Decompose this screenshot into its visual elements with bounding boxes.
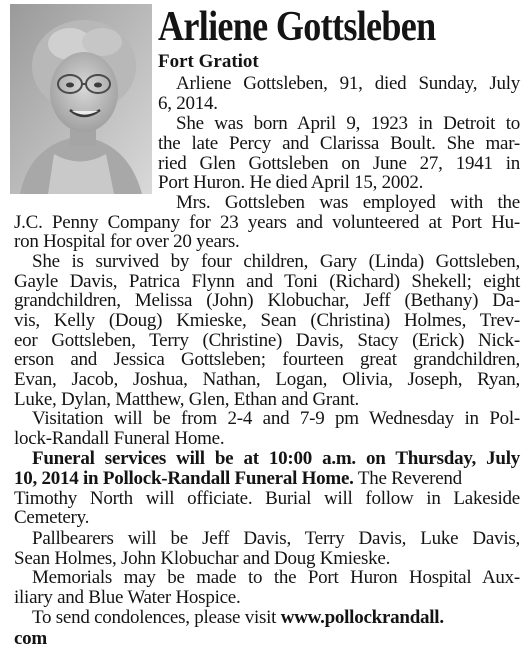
- body-line: lock-Randall Funeral Home.: [14, 427, 225, 449]
- body-line: Arliene Gottsleben, 91, died Sunday, July: [176, 73, 520, 94]
- body-line: She is survived by four children, Gary (Linda) Gottsleben,: [32, 250, 520, 272]
- body-line: J.C. Penny Company for 23 years and volunteered at Port Hu-: [14, 211, 520, 233]
- funeral-line: Timothy North will officiate. Burial will follow in Lakeside: [14, 487, 520, 509]
- funeral-line-bold-part: 10, 2014 in Pollock-Randall Funeral Home.: [14, 468, 354, 490]
- body-line: Evan, Jacob, Joshua, Nathan, Logan, Olivia, Joseph, Ryan,: [14, 368, 520, 390]
- obituary-name: Arliene Gottsleben: [158, 4, 436, 50]
- body-line: Luke, Dylan, Matthew, Glen, Ethan and Grant.: [14, 388, 359, 410]
- pallbearers-line: Pallbearers will be Jeff Davis, Terry Davis, Luke Davis,: [32, 528, 520, 550]
- body-line: vis, Kelly (Doug) Kmieske, Sean (Christina) Holmes, Trev-: [14, 309, 520, 331]
- body-line: Visitation will be from 2-4 and 7-9 pm Wednesday in Pol-: [32, 408, 520, 430]
- memorials-line: iliary and Blue Water Hospice.: [14, 587, 241, 608]
- memorials-line: Memorials may be made to the Port Huron Hospital Aux-: [32, 567, 520, 589]
- body-line: erson and Jessica Gottsleben; fourteen great grandchildren,: [14, 349, 520, 371]
- pallbearers-line: Sean Holmes, John Klobuchar and Doug Kmieske.: [14, 547, 391, 569]
- body-line: ried Glen Gottsleben on June 27, 1941 in: [158, 152, 520, 174]
- obituary-location: Fort Gratiot: [158, 51, 259, 72]
- body-line: Port Huron. He died April 15, 2002.: [158, 172, 424, 194]
- body-line: eor Gottsleben, Terry (Christine) Davis, Stacy (Erick) Nick-: [14, 329, 520, 351]
- funeral-line: Cemetery.: [14, 507, 90, 529]
- condolence-text: To send condolences, please visit: [32, 607, 281, 628]
- body-line: grandchildren, Melissa (John) Klobuchar, Jeff (Bethany) Da-: [14, 290, 520, 312]
- body-line: ron Hospital for over 20 years.: [14, 231, 240, 253]
- body-line: Gayle Davis, Patrica Flynn and Toni (Richard) Shekell; eight: [14, 270, 520, 292]
- body-line: Mrs. Gottsleben was employed with the: [176, 191, 520, 213]
- funeral-line-bold: Funeral services will be at 10:00 a.m. on Thursday, July: [32, 448, 520, 470]
- body-line: 6, 2014.: [158, 92, 218, 114]
- funeral-line-rest: The Reverend: [353, 468, 462, 490]
- body-line: She was born April 9, 1923 in Detroit to: [176, 113, 520, 135]
- website-link-continued[interactable]: com: [14, 628, 48, 649]
- website-link[interactable]: www.pollockrandall.: [280, 607, 444, 628]
- body-line: the late Percy and Clarissa Boult. She mar-: [158, 132, 520, 154]
- condolence-line: [32, 608, 520, 627]
